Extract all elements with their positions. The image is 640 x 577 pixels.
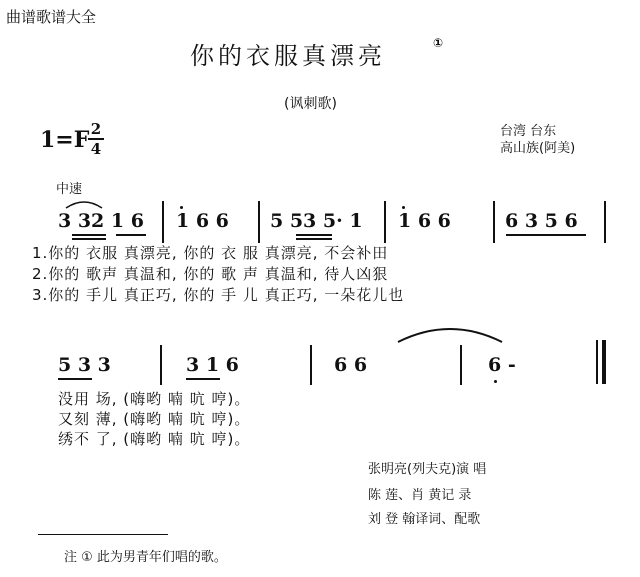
bar-line (604, 201, 606, 243)
time-signature-top: 2 (90, 120, 102, 138)
high-octave-dot (402, 206, 405, 209)
key-signature: 1=F (40, 127, 90, 153)
song-title: 你的衣服真漂亮 (190, 42, 386, 70)
high-octave-dot (180, 206, 183, 209)
title-footnote-mark: ① (433, 36, 444, 50)
beam (506, 234, 586, 236)
bar-line (162, 201, 164, 243)
origin-line-2: 高山族(阿美) (500, 141, 576, 156)
time-signature (88, 121, 104, 157)
lyric-row1-verse1: 1.你的 衣服 真漂亮, 你的 衣 服 真漂亮, 不会补田 (32, 244, 389, 262)
beam (72, 234, 106, 236)
slur (64, 196, 104, 210)
tie (394, 320, 506, 344)
credit-recorder: 陈 莲、肖 黄记 录 (368, 488, 472, 503)
credit-translator: 刘 登 翰译词、配歌 (368, 512, 481, 527)
bar-line (310, 345, 312, 385)
beam (186, 378, 220, 380)
beam (58, 378, 92, 380)
measure-1: 3 32 1 6 (58, 210, 144, 232)
measure-4: 1 6 6 (398, 210, 451, 232)
bar-line (384, 201, 386, 243)
lyric-row1-verse2: 2.你的 歌声 真温和, 你的 歌 声 真温和, 待人凶狠 (32, 265, 389, 283)
measure-6: 5 3 3 (58, 354, 111, 376)
footnote-rule (38, 534, 168, 535)
measure-9: 6 - (488, 354, 516, 376)
measure-5: 6 3 5 6 (505, 210, 578, 232)
song-subtitle: (讽刺歌) (284, 96, 337, 112)
credit-singer: 张明亮(列夫克)演 唱 (368, 462, 487, 477)
bar-line (460, 345, 462, 385)
song-origin (500, 123, 575, 157)
beam (72, 238, 106, 240)
bar-line (493, 201, 495, 243)
measure-8: 6 6 (334, 354, 368, 376)
bar-line (258, 201, 260, 243)
lyric-row2-verse2: 又刻 薄, (嗨哟 喃 吭 哼)。 (58, 410, 251, 428)
final-bar-thin (596, 340, 598, 384)
footnote: 注 ① 此为男青年们唱的歌。 (64, 550, 227, 565)
measure-3: 5 53 5· 1 (270, 210, 363, 232)
origin-line-1: 台湾 台东 (500, 124, 557, 139)
final-bar-thick (602, 340, 606, 384)
measure-7: 3 1 6 (186, 354, 239, 376)
lyric-row1-verse3: 3.你的 手儿 真正巧, 你的 手 儿 真正巧, 一朵花儿也 (32, 286, 405, 304)
lyric-row2-verse1: 没用 场, (嗨哟 喃 吭 哼)。 (58, 390, 251, 408)
time-signature-bottom: 4 (90, 140, 102, 158)
low-octave-dot (494, 380, 497, 383)
site-label: 曲谱歌谱大全 (6, 8, 97, 26)
bar-line (160, 345, 162, 385)
beam (296, 238, 332, 240)
measure-2: 1 6 6 (176, 210, 229, 232)
lyric-row2-verse3: 绣不 了, (嗨哟 喃 吭 哼)。 (58, 430, 251, 448)
tempo-marking: 中速 (56, 182, 83, 197)
beam (116, 234, 146, 236)
beam (296, 234, 332, 236)
